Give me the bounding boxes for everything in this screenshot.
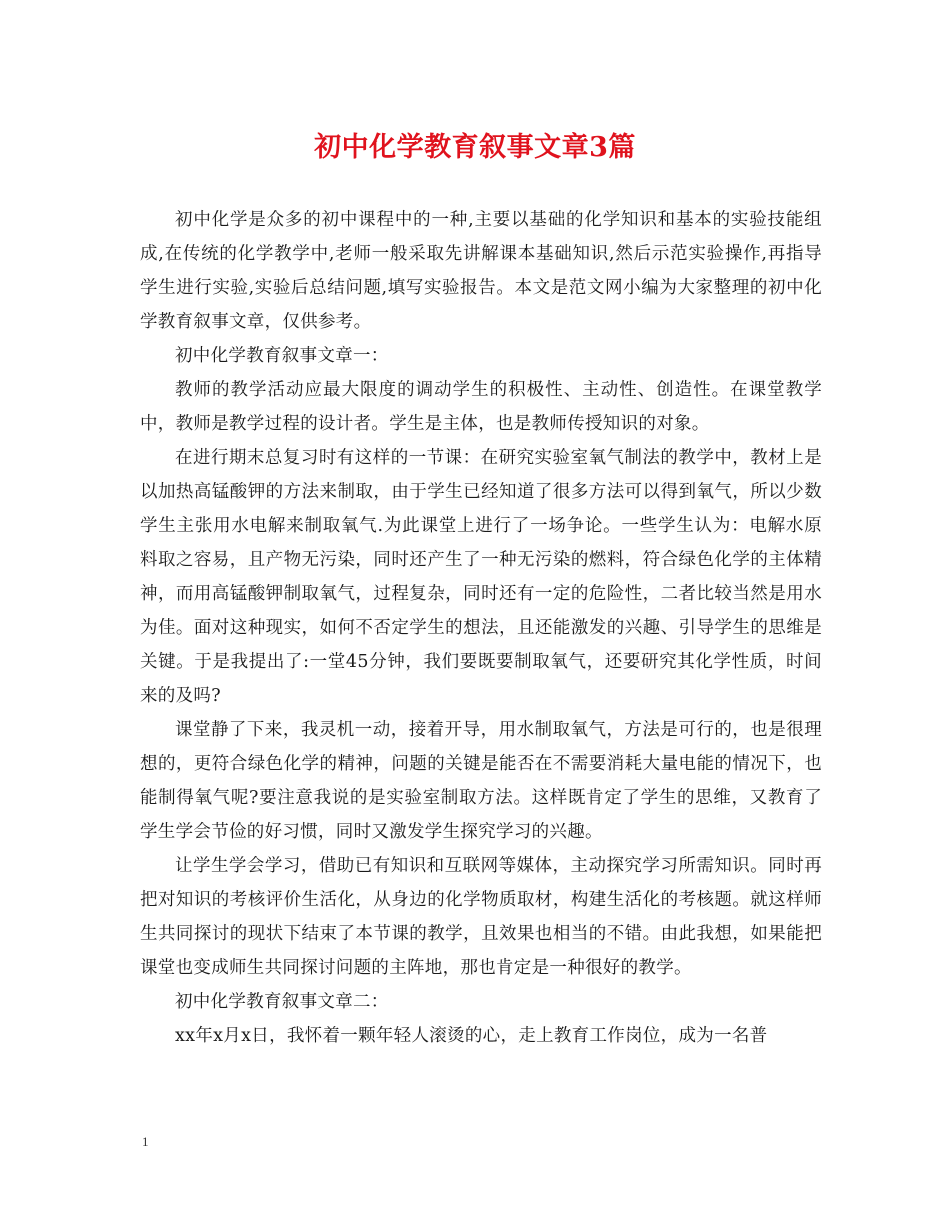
document-body bbox=[140, 203, 822, 1053]
paragraph: xx年x月x日，我怀着一颗年轻人滚烫的心，走上教育工作岗位，成为一名普 bbox=[175, 1026, 768, 1046]
paragraph: 让学生学会学习，借助已有知识和互联网等媒体，主动探究学习所需知识。同时再把对知识的考核评价生活化，从身边的化学物质取材，构建生活化的考核题。就这样师生共同探讨的现状下结束了本节课的教学，且效果也相当的不错。由此我想，如果能把课堂也变成师生共同探讨问题的主阵地，那也肯定是一种很好的教学。 bbox=[140, 856, 822, 978]
document-title: 初中化学教育叙事文章3篇 bbox=[314, 132, 636, 163]
section-heading-two: 初中化学教育叙事文章二： bbox=[175, 992, 389, 1012]
section-heading-one: 初中化学教育叙事文章一： bbox=[175, 346, 389, 366]
paragraph: 在进行期末总复习时有这样的一节课：在研究实验室氧气制法的教学中，教材上是以加热高锰酸钾的方法来制取，由于学生已经知道了很多方法可以得到氧气，所以少数学生主张用水电解来制取氧气.为此课堂上进行了一场争论。一些学生认为：电解水原料取之容易，且产物无污染，同时还产生了一种无污染的燃料，符合绿色化学的主体精神，而用高锰酸钾制取氧气，过程复杂，同时还有一定的危险性，二者比较当然是用水为佳。面对这种现实，如何不否定学生的想法，且还能激发的兴趣、引导学生的思维是关键。于是我提出了:一堂45分钟，我们要既要制取氧气，还要研究其化学性质，时间来的及吗? bbox=[140, 448, 822, 706]
paragraph: 教师的教学活动应最大限度的调动学生的积极性、主动性、创造性。在课堂教学中，教师是教学过程的设计者。学生是主体，也是教师传授知识的对象。 bbox=[140, 380, 822, 434]
page-number: 1 bbox=[142, 1134, 149, 1149]
paragraph-intro: 初中化学是众多的初中课程中的一种,主要以基础的化学知识和基本的实验技能组成,在传统的化学教学中,老师一般采取先讲解课本基础知识,然后示范实验操作,再指导学生进行实验,实验后总结问题,填写实验报告。本文是范文网小编为大家整理的初中化学教育叙事文章，仅供参考。 bbox=[140, 210, 822, 332]
paragraph: 课堂静了下来，我灵机一动，接着开导，用水制取氧气，方法是可行的，也是很理想的，更符合绿色化学的精神，问题的关键是能否在不需要消耗大量电能的情况下，也能制得氧气呢?要注意我说的是实验室制取方法。这样既肯定了学生的思维，又教育了学生学会节俭的好习惯，同时又激发学生探究学习的兴趣。 bbox=[140, 720, 822, 842]
